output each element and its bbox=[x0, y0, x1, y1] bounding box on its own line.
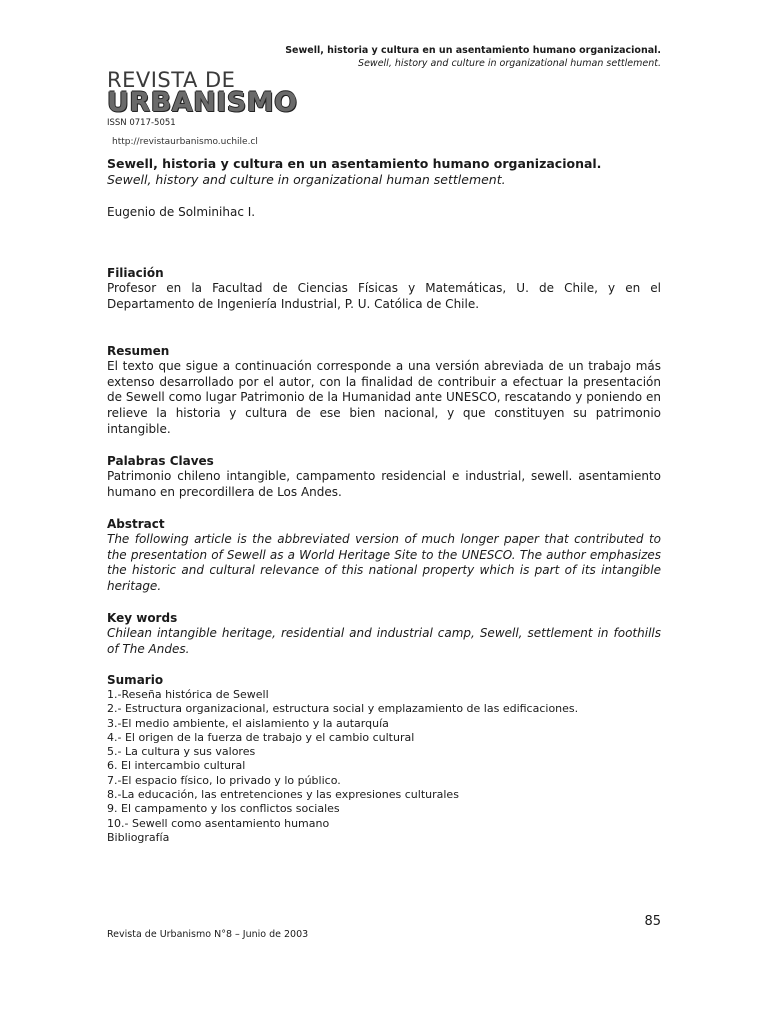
masthead-line1: REVISTA DE bbox=[107, 68, 236, 92]
sumario-item: 5.- La cultura y sus valores bbox=[107, 745, 256, 759]
section-palabras-claves bbox=[107, 453, 661, 500]
sumario-heading: Sumario bbox=[107, 673, 164, 687]
section-sumario bbox=[107, 672, 661, 845]
sumario-item: 9. El campamento y los conflictos sociales bbox=[107, 802, 340, 816]
article-title-es: Sewell, historia y cultura en un asentamiento humano organizacional. bbox=[107, 156, 602, 171]
sumario-item: 4.- El origen de la fuerza de trabajo y el cambio cultural bbox=[107, 730, 415, 744]
palabras-claves-heading: Palabras Claves bbox=[107, 454, 214, 468]
filiacion-heading: Filiación bbox=[107, 266, 164, 280]
sumario-item: 7.-El espacio físico, lo privado y lo público. bbox=[107, 773, 341, 787]
page-footer: Revista de Urbanismo N°8 – Junio de 2003 bbox=[107, 929, 309, 940]
section-key-words bbox=[107, 610, 661, 657]
palabras-claves-text: Patrimonio chileno intangible, campamento residencial e industrial, sewell. asentamiento humano en precordillera de Los Andes. bbox=[107, 469, 661, 499]
running-header-title-en: Sewell, history and culture in organizational human settlement. bbox=[358, 58, 661, 69]
abstract-text: The following article is the abbreviated version of much longer paper that contributed to the presentation of Sewell as a World Heritage Site to the UNESCO. The author emphasizes the historic and cultural relevance of this national property which is part of its intangible heritage. bbox=[107, 532, 661, 594]
resumen-text: El texto que sigue a continuación corresponde a una versión abreviada de un trabajo más extenso desarrollado por el autor, con la finalidad de contribuir a efectuar la presentación de Sewell como lugar Patrimonio de la Humanidad ante UNESCO, rescatando y poniendo en relieve la historia y cultura de ese bien nacional, y que constituyen su patrimonio intangible. bbox=[107, 359, 661, 436]
resumen-heading: Resumen bbox=[107, 344, 170, 358]
section-abstract bbox=[107, 516, 661, 595]
page-number: 85 bbox=[644, 914, 661, 929]
section-resumen bbox=[107, 343, 661, 438]
running-header-title-es: Sewell, historia y cultura en un asentamiento humano organizacional. bbox=[285, 45, 661, 56]
journal-masthead bbox=[107, 69, 298, 128]
sumario-item: 8.-La educación, las entretenciones y las expresiones culturales bbox=[107, 788, 459, 802]
abstract-heading: Abstract bbox=[107, 517, 165, 531]
issn-label: ISSN 0717-5051 bbox=[107, 118, 176, 128]
sumario-item: 6. El intercambio cultural bbox=[107, 759, 246, 773]
sumario-item: 2.- Estructura organizacional, estructura social y emplazamiento de las edificaciones. bbox=[107, 702, 579, 716]
sumario-item: 3.-El medio ambiente, el aislamiento y la autarquía bbox=[107, 716, 389, 730]
running-header bbox=[285, 44, 661, 70]
section-filiacion bbox=[107, 265, 661, 312]
sumario-item: Bibliografía bbox=[107, 830, 170, 844]
article-title-en: Sewell, history and culture in organizational human settlement. bbox=[107, 172, 506, 187]
sumario-list bbox=[107, 688, 661, 845]
sumario-item: 10.- Sewell como asentamiento humano bbox=[107, 816, 330, 830]
key-words-heading: Key words bbox=[107, 611, 178, 625]
filiacion-text: Profesor en la Facultad de Ciencias Físicas y Matemáticas, U. de Chile, y en el Departamento de Ingeniería Industrial, P. U. Católica de Chile. bbox=[107, 281, 661, 311]
journal-url: http://revistaurbanismo.uchile.cl bbox=[112, 137, 258, 147]
key-words-text: Chilean intangible heritage, residential and industrial camp, Sewell, settlement in foothills of The Andes. bbox=[107, 626, 661, 656]
article-author: Eugenio de Solminihac I. bbox=[107, 205, 256, 219]
sumario-item: 1.-Reseña histórica de Sewell bbox=[107, 688, 269, 701]
masthead-line2: URBANISMO bbox=[107, 87, 298, 118]
